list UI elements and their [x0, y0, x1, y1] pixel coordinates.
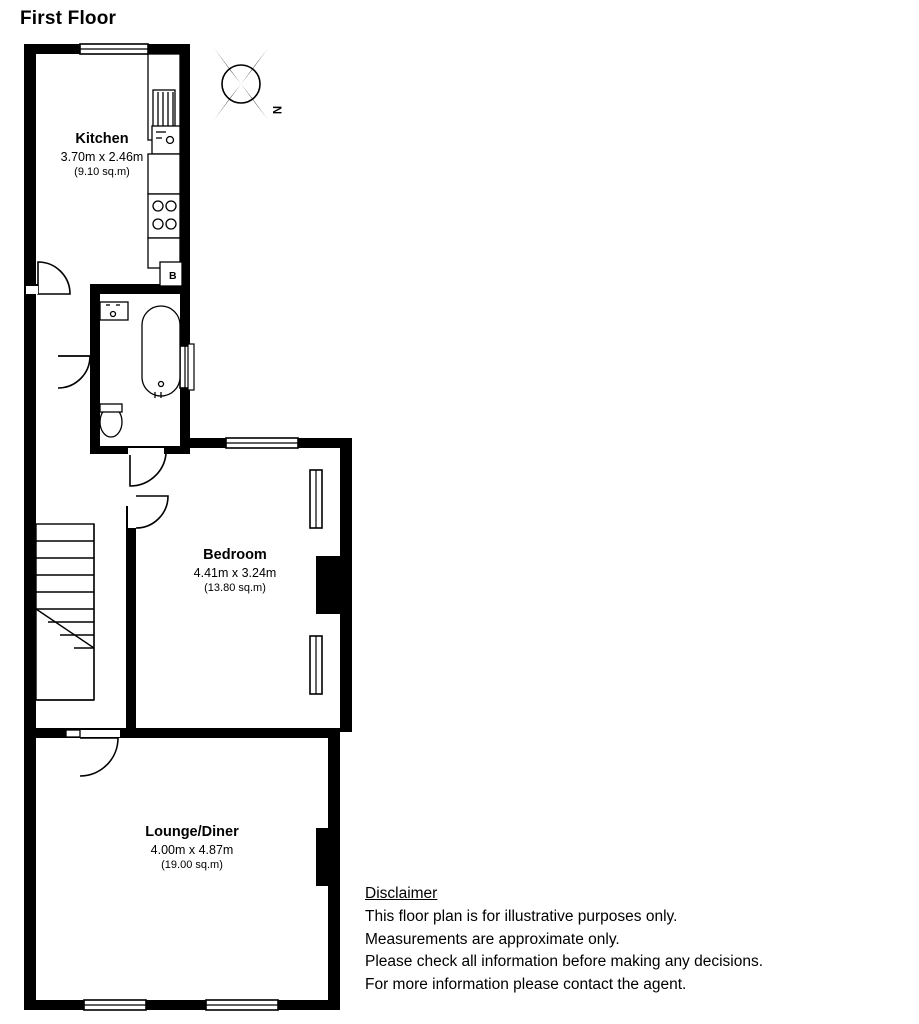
room-dimensions: 4.41m x 3.24m — [193, 565, 277, 580]
boiler-marker: B — [169, 270, 177, 282]
compass-north-label: N — [270, 105, 283, 115]
room-area: (9.10 sq.m) — [74, 165, 130, 178]
room-area: (13.80 sq.m) — [204, 581, 266, 594]
room-area: (19.00 sq.m) — [161, 858, 223, 871]
wall-details — [66, 730, 80, 737]
disclaimer-line-1: This floor plan is for illustrative purposes only. — [365, 907, 678, 925]
compass-rose — [214, 48, 268, 120]
room-dimensions: 4.00m x 4.87m — [150, 842, 234, 857]
staircase — [36, 524, 94, 700]
disclaimer-line-2: Measurements are approximate only. — [365, 930, 620, 948]
room-label-kitchen — [27, 130, 177, 179]
room-label-bedroom — [128, 546, 342, 595]
disclaimer-line-4: For more information please contact the agent. — [365, 976, 687, 994]
disclaimer — [365, 883, 910, 997]
disclaimer-line-3: Please check all information before making any decisions. — [365, 953, 764, 971]
bathroom-fixtures — [100, 302, 180, 437]
room-dimensions: 3.70m x 2.46m — [60, 149, 144, 164]
disclaimer-heading: Disclaimer — [365, 885, 438, 902]
page-title: First Floor — [20, 8, 117, 29]
room-name: Lounge/Diner — [145, 824, 239, 840]
room-name: Kitchen — [75, 131, 129, 147]
room-name: Bedroom — [203, 547, 267, 563]
room-label-lounge — [88, 823, 296, 872]
